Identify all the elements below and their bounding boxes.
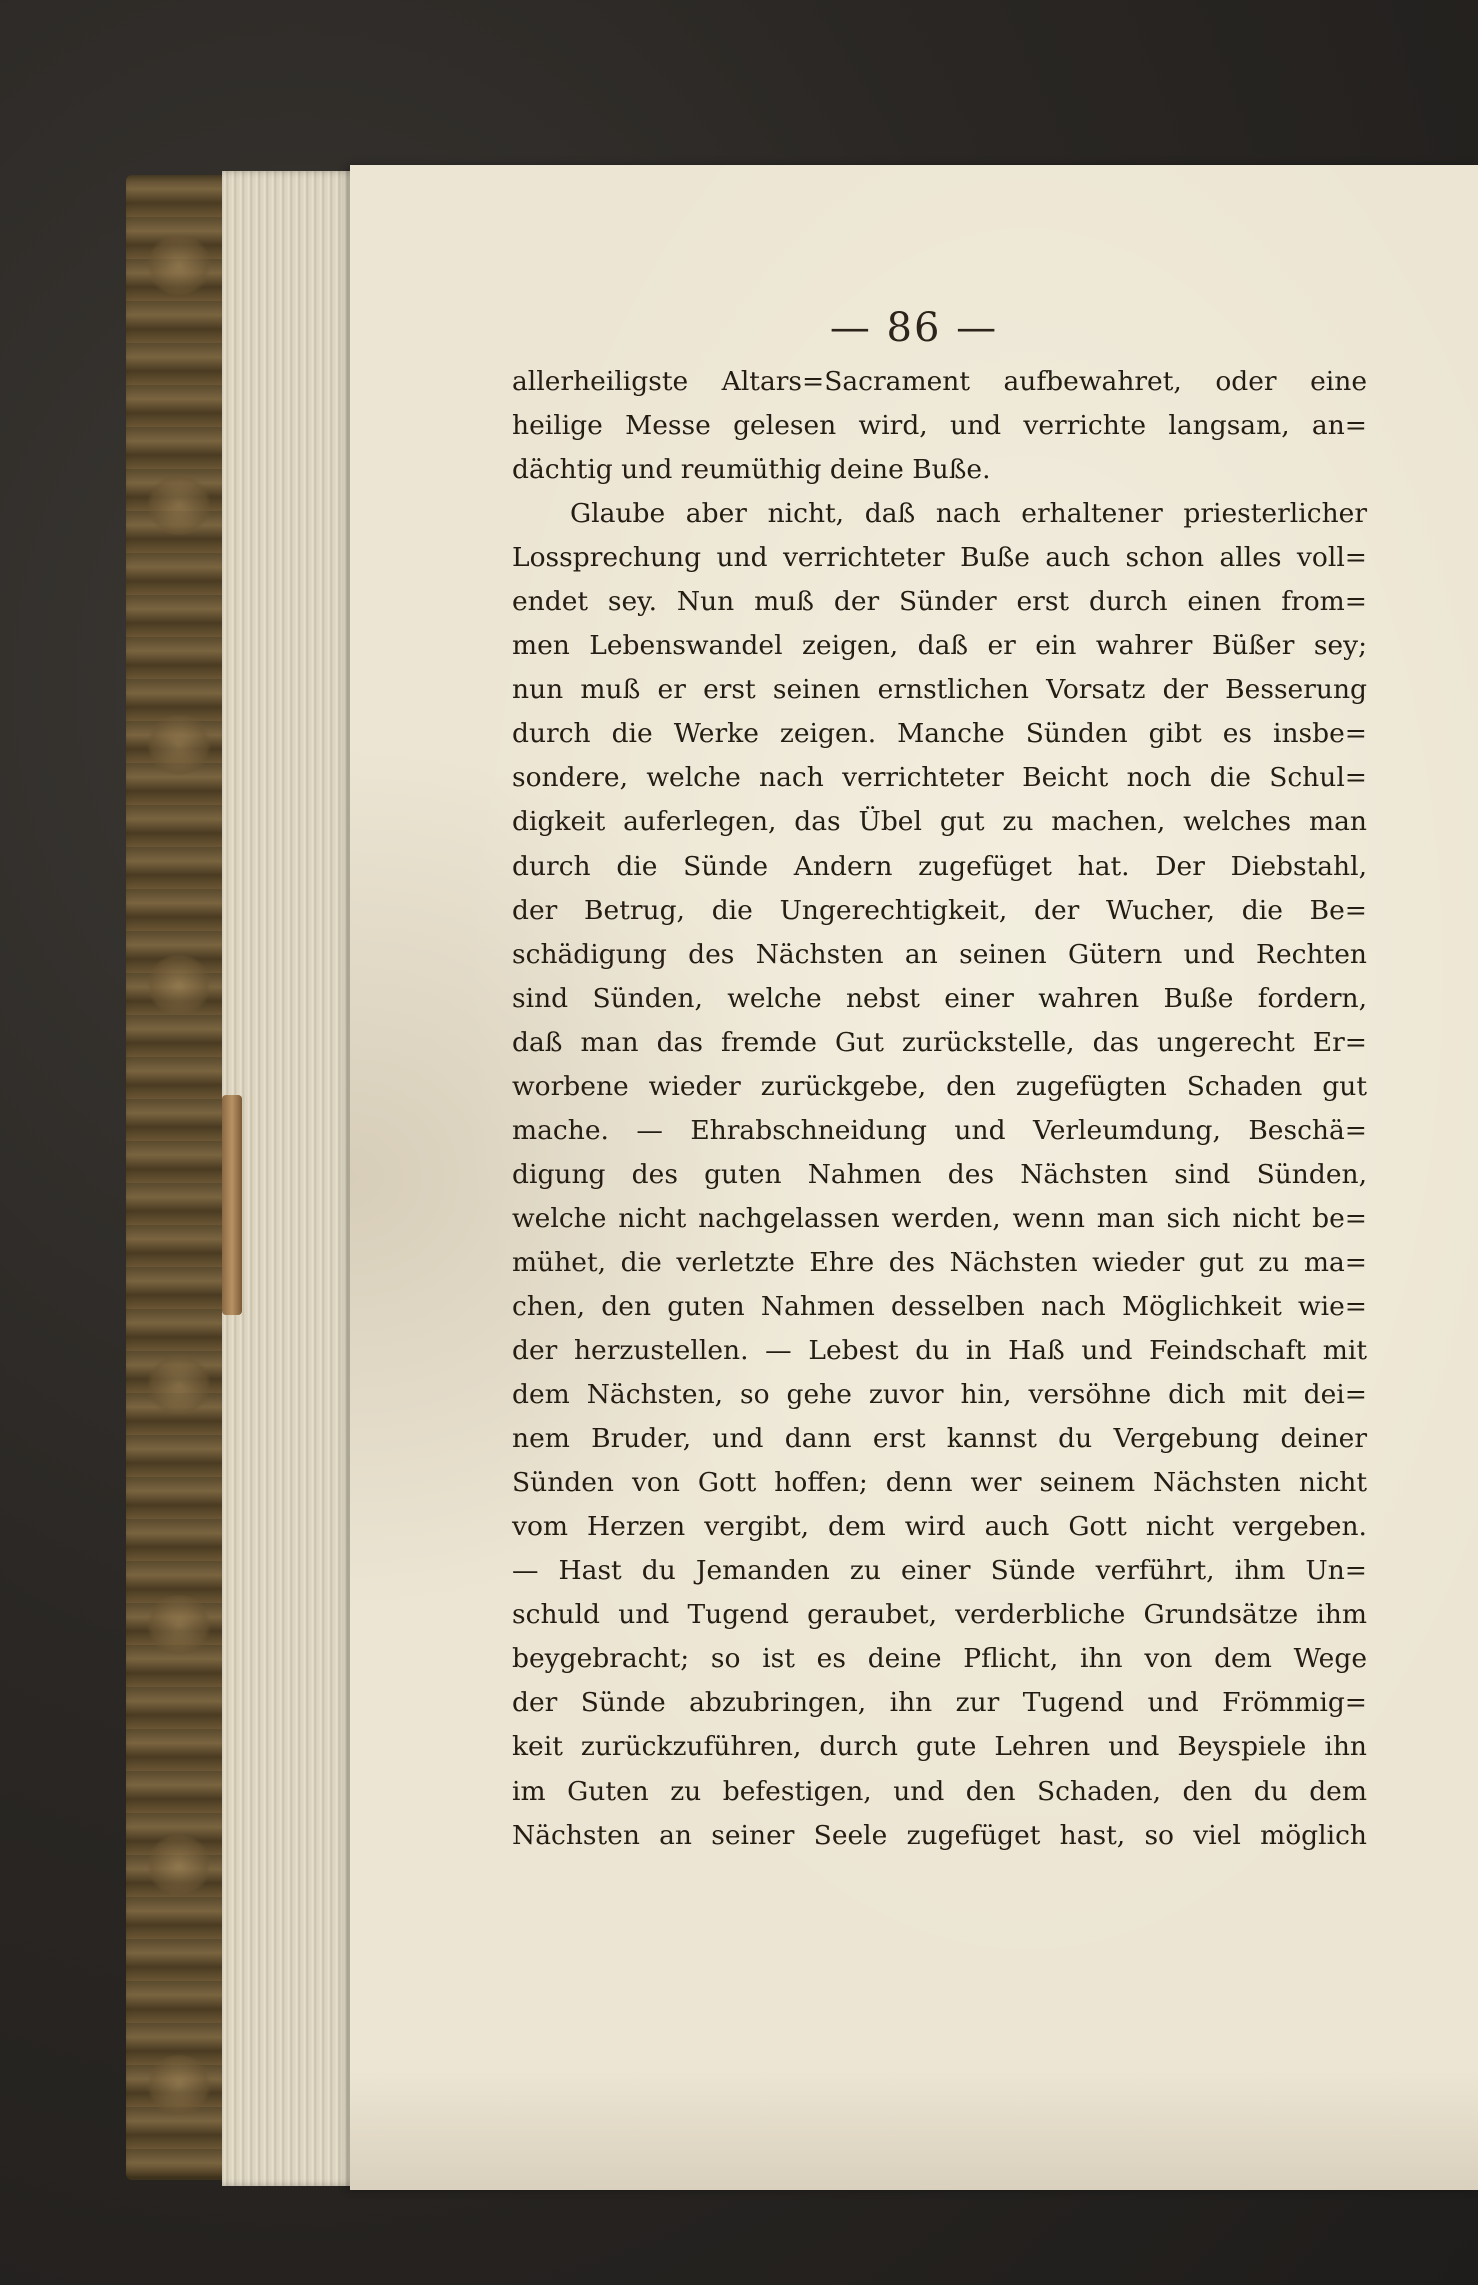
cover-ornament	[144, 1835, 214, 1895]
text-line: welche nicht nachgelassen werden, wenn man sich nicht be=	[512, 1202, 1367, 1234]
cover-ornament	[144, 1355, 214, 1415]
book-page	[350, 165, 1478, 2190]
text-line: heilige Messe gelesen wird, und verrichte langsam, an=	[512, 410, 1367, 442]
text-line: dächtig und reumüthig deine Buße.	[512, 454, 991, 486]
text-line: allerheiligste Altars=Sacrament aufbewahret, oder eine	[512, 366, 1367, 397]
text-line: Sünden von Gott hoffen; denn wer seinem Nächsten nicht	[512, 1467, 1367, 1499]
text-line: nun muß er erst seinen ernstlichen Vorsatz der Besserung	[512, 674, 1367, 706]
text-line: men Lebenswandel zeigen, daß er ein wahrer Büßer sey;	[512, 630, 1367, 662]
text-line: sondere, welche nach verrichteter Beicht noch die Schul=	[512, 762, 1367, 794]
book-clasp	[222, 1095, 242, 1315]
text-line: — Hast du Jemanden zu einer Sünde verführt, ihm Un=	[512, 1555, 1367, 1587]
text-line: daß man das fremde Gut zurückstelle, das ungerecht Er=	[512, 1026, 1367, 1058]
text-line: keit zurückzuführen, durch gute Lehren und Beyspiele ihn	[512, 1731, 1367, 1763]
cover-ornament	[144, 955, 214, 1015]
text-line: nem Bruder, und dann erst kannst du Vergebung deiner	[512, 1423, 1367, 1455]
text-line: schädigung des Nächsten an seinen Gütern und Rechten	[512, 938, 1367, 970]
text-line: sind Sünden, welche nebst einer wahren Buße fordern,	[512, 982, 1367, 1014]
page-number: — 86 —	[829, 305, 999, 351]
cover-ornament	[144, 2055, 214, 2115]
text-line: mühet, die verletzte Ehre des Nächsten wieder gut zu ma=	[512, 1246, 1367, 1278]
page-shadow	[350, 2070, 1478, 2190]
text-line: endet sey. Nun muß der Sünder erst durch einen from=	[512, 586, 1367, 618]
cover-ornament	[144, 715, 214, 775]
text-line: beygebracht; so ist es deine Pflicht, ihn von dem Wege	[512, 1643, 1367, 1675]
cover-ornament	[144, 475, 214, 535]
text-line: im Guten zu befestigen, und den Schaden, den du dem	[512, 1775, 1367, 1807]
text-line: mache. — Ehrabschneidung und Verleumdung, Beschä=	[512, 1114, 1367, 1146]
cover-ornament	[144, 235, 214, 295]
text-line: chen, den guten Nahmen desselben nach Möglichkeit wie=	[512, 1290, 1367, 1322]
text-line: digkeit auferlegen, das Übel gut zu machen, welches man	[512, 806, 1367, 838]
text-line: dem Nächsten, so gehe zuvor hin, versöhne dich mit dei=	[512, 1379, 1367, 1411]
page-stack-edge	[222, 171, 362, 2186]
text-line: digung des guten Nahmen des Nächsten sind Sünden,	[512, 1158, 1367, 1190]
text-line: der Sünde abzubringen, ihn zur Tugend und Frömmig=	[512, 1687, 1367, 1719]
text-line: durch die Sünde Andern zugefüget hat. Der Diebstahl,	[512, 850, 1367, 882]
text-line: Nächsten an seiner Seele zugefüget hast, so viel möglich	[512, 1819, 1367, 1851]
text-line: der herzustellen. — Lebest du in Haß und Feindschaft mit	[512, 1335, 1367, 1367]
text-line: worbene wieder zurückgebe, den zugefügten Schaden gut	[512, 1070, 1367, 1102]
text-line: vom Herzen vergibt, dem wird auch Gott nicht vergeben.	[512, 1511, 1367, 1543]
open-book	[126, 165, 1478, 2190]
page-body-text	[512, 360, 1367, 1858]
text-line: der Betrug, die Ungerechtigkeit, der Wucher, die Be=	[512, 894, 1367, 926]
text-line: Glaube aber nicht, daß nach erhaltener priesterlicher	[570, 498, 1367, 530]
cover-ornament	[144, 1595, 214, 1655]
text-line: durch die Werke zeigen. Manche Sünden gibt es insbe=	[512, 718, 1367, 750]
text-line: Lossprechung und verrichteter Buße auch schon alles voll=	[512, 542, 1367, 574]
text-line: schuld und Tugend geraubet, verderbliche Grundsätze ihm	[512, 1599, 1367, 1631]
